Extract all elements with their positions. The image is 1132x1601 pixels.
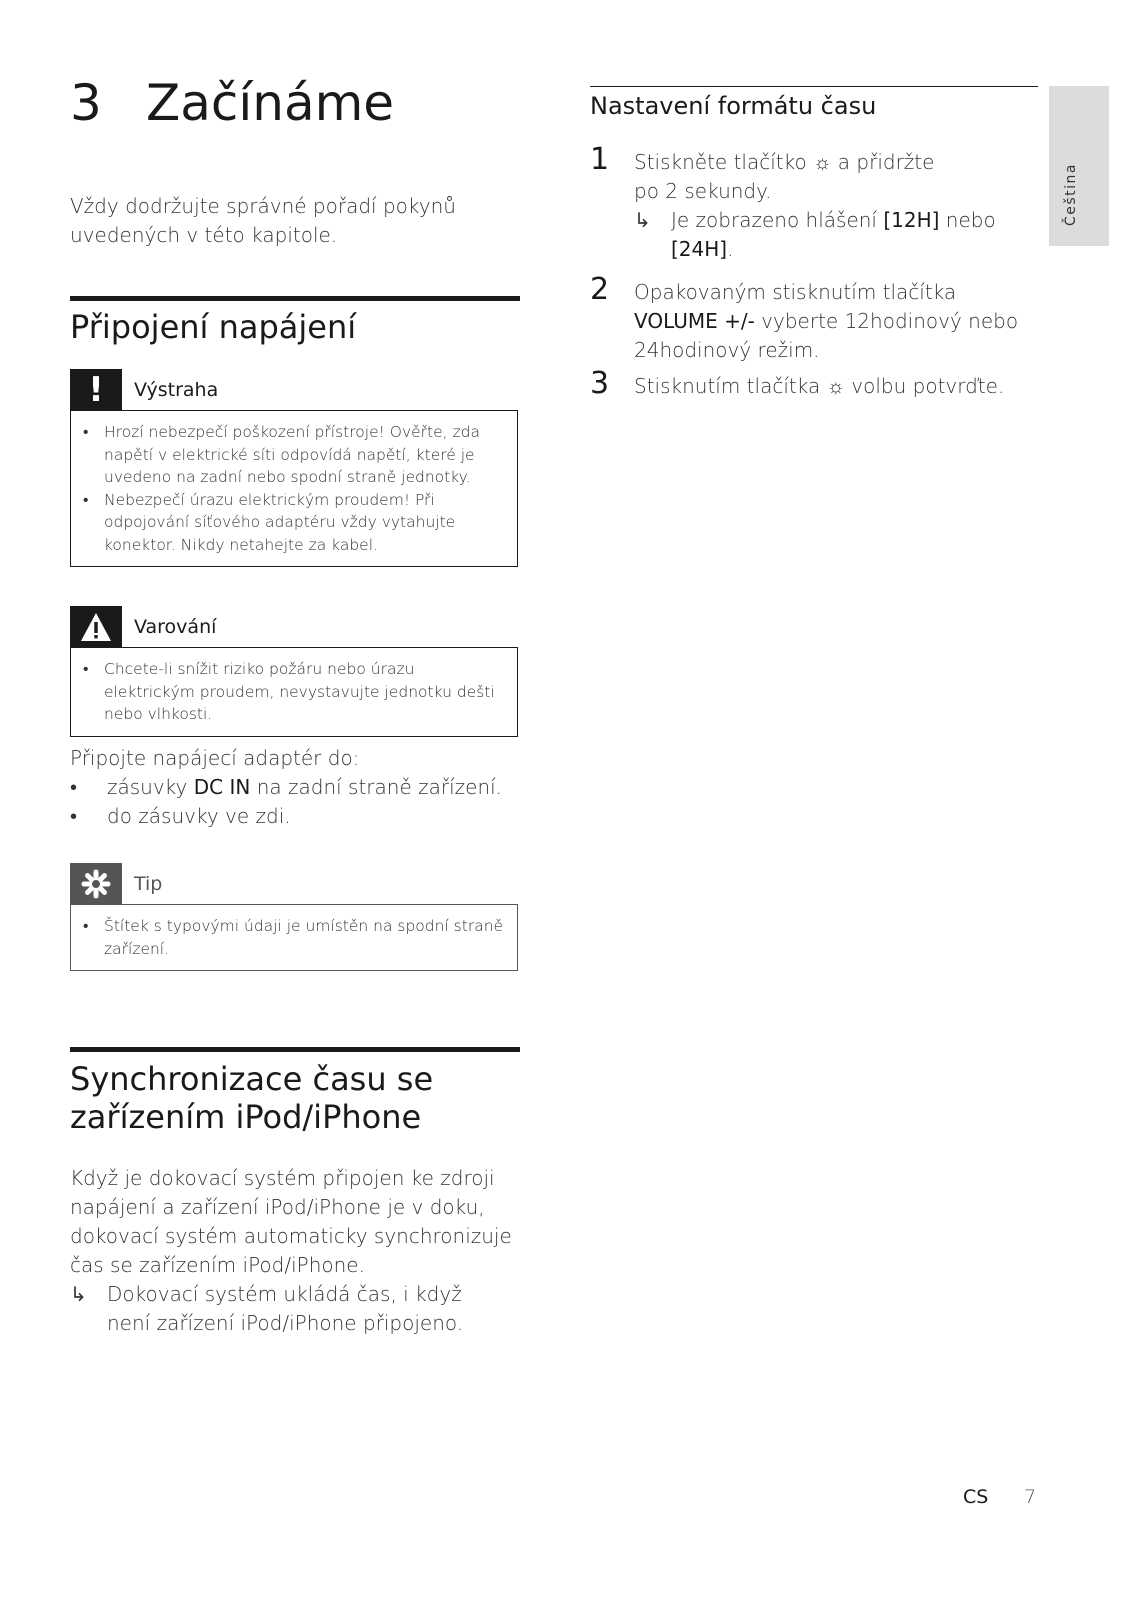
section-rule bbox=[70, 296, 520, 301]
heading-line: Synchronizace času se bbox=[70, 1060, 434, 1098]
section-heading-time-format: Nastavení formátu času bbox=[590, 92, 877, 120]
language-tab bbox=[1049, 86, 1109, 246]
result-text: Dokovací systém ukládá čas, i když není zařízení iPod/iPhone připojeno. bbox=[107, 1282, 464, 1335]
sync-body: Když je dokovací systém připojen ke zdroji napájení a zařízení iPod/iPhone je v doku, dokovací systém automaticky synchronizuje čas se zařízením iPod/iPhone. bbox=[70, 1166, 512, 1277]
tip-item: • Štítek s typovými údaji je umístěn na spodní straně zařízení. bbox=[83, 915, 507, 960]
tip-box bbox=[70, 904, 518, 971]
warning-header bbox=[70, 606, 520, 648]
section-rule bbox=[70, 1047, 520, 1052]
exclamation-icon: ! bbox=[70, 369, 122, 411]
warning-triangle-icon bbox=[70, 606, 122, 648]
tip-label: Tip bbox=[134, 873, 163, 895]
sync-result bbox=[70, 1280, 510, 1338]
caution-item: • Nebezpečí úrazu elektrickým proudem! Při odpojování síťového adaptéru vždy vytahujte konektor. Nikdy netahejte za kabel. bbox=[83, 489, 507, 557]
language-tab-label: Čeština bbox=[1063, 162, 1079, 226]
connect-intro: Připojte napájecí adaptér do: bbox=[70, 746, 360, 770]
brightness-icon: ☼ bbox=[826, 374, 845, 398]
caution-header bbox=[70, 369, 520, 411]
intro-text: Vždy dodržujte správné pořadí pokynů uvedených v této kapitole. bbox=[70, 194, 456, 247]
page-number: 7 bbox=[1024, 1486, 1037, 1508]
list-item: • zásuvky DC IN na zadní straně zařízení. bbox=[70, 773, 520, 802]
step-number: 3 bbox=[590, 366, 610, 401]
section-rule bbox=[590, 86, 1038, 87]
caution-label: Výstraha bbox=[134, 379, 219, 401]
result-arrow-icon: ↳ bbox=[70, 1282, 87, 1306]
connect-list bbox=[70, 773, 520, 831]
caution-item: • Hrozí nebezpečí poškození přístroje! Ověřte, zda napětí v elektrické síti odpovídá napětí, které je uvedeno na zadní nebo spodní straně jednotky. bbox=[83, 421, 507, 489]
asterisk-icon bbox=[70, 863, 122, 905]
heading-line: zařízením iPod/iPhone bbox=[70, 1098, 422, 1136]
step-2: 2 Opakovaným stisknutím tlačítka VOLUME +/- vyberte 12hodinový nebo 24hodinový režim. bbox=[590, 272, 1019, 362]
step-1: 1 Stiskněte tlačítko ☼ a přidržte po 2 sekundy. ↳ Je zobrazeno hlášení [12H] nebo [24H]. bbox=[590, 142, 996, 261]
brightness-icon: ☼ bbox=[813, 150, 832, 174]
chapter-number: 3 bbox=[70, 74, 102, 132]
chapter-title: Začínáme bbox=[146, 74, 395, 132]
section-heading-sync bbox=[70, 1060, 433, 1136]
footer-language: CS bbox=[963, 1486, 989, 1508]
warning-box bbox=[70, 647, 518, 737]
result-arrow-icon: ↳ bbox=[634, 208, 651, 232]
list-item: • do zásuvky ve zdi. bbox=[70, 802, 520, 831]
step-number: 2 bbox=[590, 272, 610, 307]
warning-label: Varování bbox=[134, 616, 217, 638]
warning-item: • Chcete-li snížit riziko požáru nebo úrazu elektrickým proudem, nevystavujte jednotku dešti nebo vlhkosti. bbox=[83, 658, 507, 726]
step-number: 1 bbox=[590, 142, 610, 177]
caution-box bbox=[70, 410, 518, 567]
tip-header bbox=[70, 863, 520, 905]
section-heading-power: Připojení napájení bbox=[70, 308, 357, 346]
step-3: 3 Stisknutím tlačítka ☼ volbu potvrďte. bbox=[590, 366, 1005, 401]
